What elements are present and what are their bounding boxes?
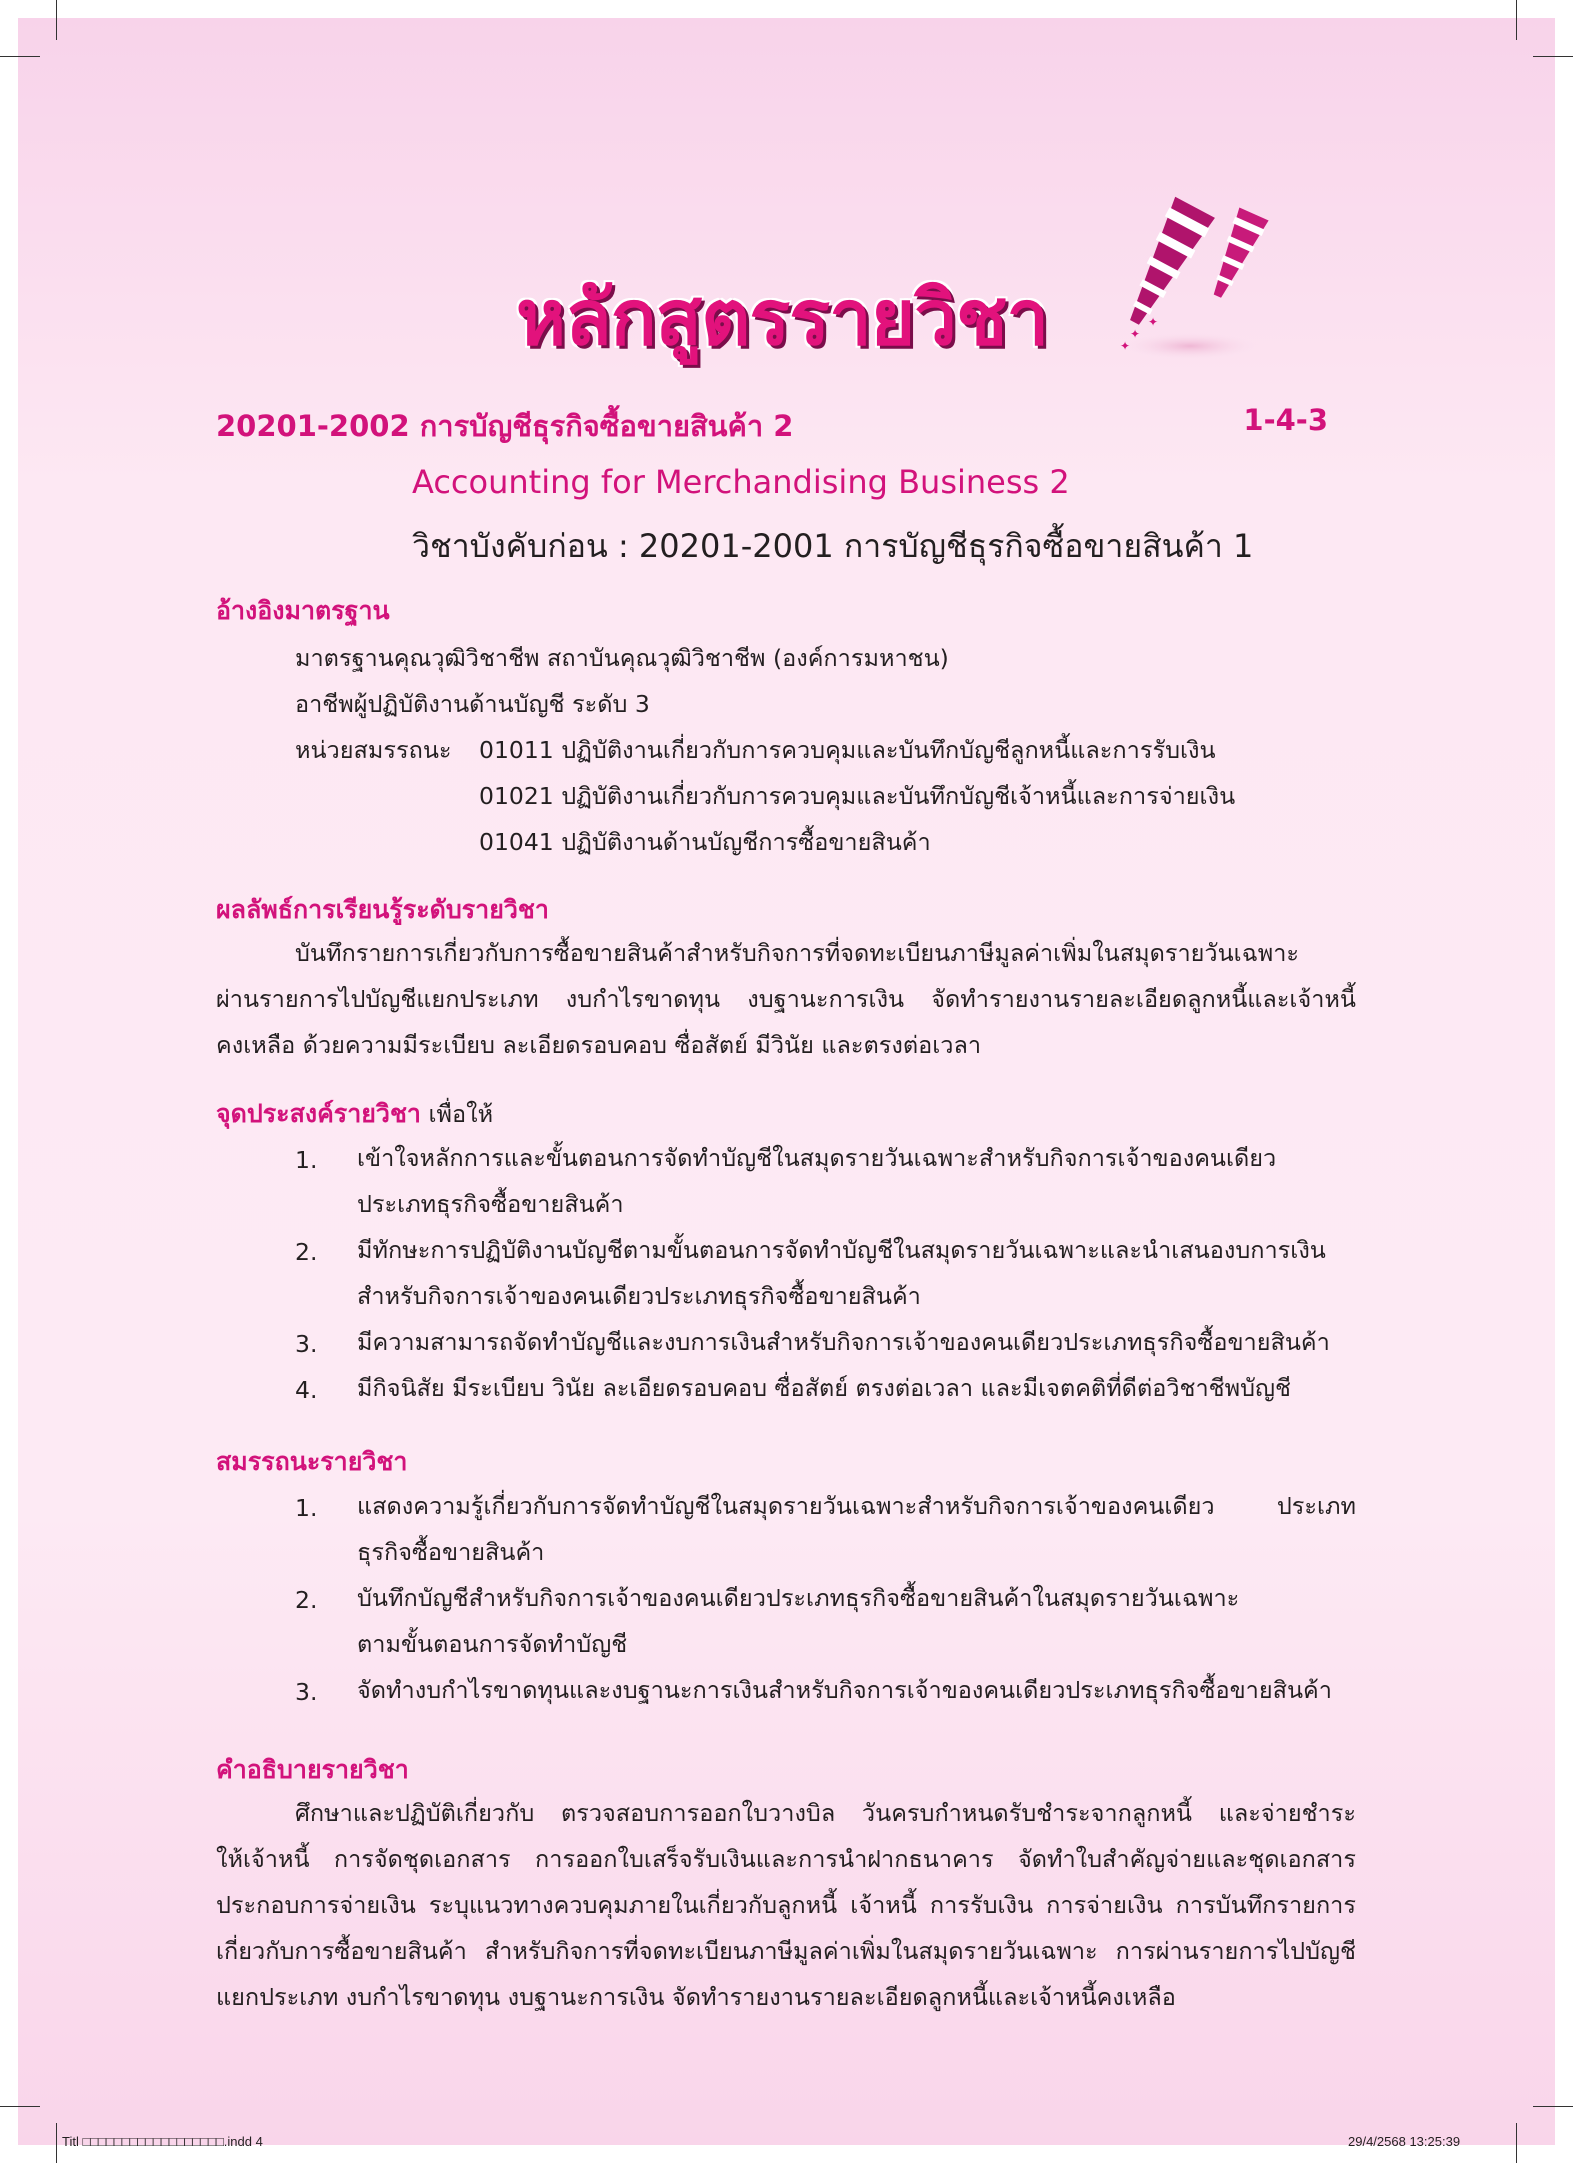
paragraph-line: ศึกษาและปฏิบัติเกี่ยวกับ ตรวจสอบการออกใบวางบิล วันครบกำหนดรับชำระจากลูกหนี้ และจ่ายชำระ	[295, 1799, 1356, 1827]
competency-unit-label: หน่วยสมรรถนะ	[295, 736, 452, 764]
course-credits: 1-4-3	[1243, 403, 1328, 437]
course-code-line	[216, 403, 1328, 449]
svg-text:✦: ✦	[1148, 315, 1159, 329]
list-number: 1.	[295, 1494, 318, 1522]
list-item-line: บันทึกบัญชีสำหรับกิจการเจ้าของคนเดียวประเภทธุรกิจซื้อขายสินค้าในสมุดรายวันเฉพาะ	[357, 1584, 1240, 1612]
svg-text:✦: ✦	[1130, 327, 1141, 341]
competency-unit: 01011 ปฏิบัติงานเกี่ยวกับการควบคุมและบันทึกบัญชีลูกหนี้และการรับเงิน	[479, 736, 1216, 764]
crop-mark	[1533, 2106, 1573, 2107]
section-heading-learning-outcomes: ผลลัพธ์การเรียนรู้ระดับรายวิชา	[216, 895, 549, 924]
crop-mark	[0, 2106, 40, 2107]
party-popper-icon	[1090, 178, 1290, 378]
list-item-line: มีความสามารถจัดทำบัญชีและงบการเงินสำหรับกิจการเจ้าของคนเดียวประเภทธุรกิจซื้อขายสินค้า	[357, 1328, 1330, 1356]
list-item-line: มีกิจนิสัย มีระเบียบ วินัย ละเอียดรอบคอบ ซื่อสัตย์ ตรงต่อเวลา และมีเจตคติที่ดีต่อวิชาชีพบัญชี	[357, 1374, 1291, 1402]
crop-mark	[56, 2123, 57, 2163]
objectives-heading-suffix: เพื่อให้	[428, 1100, 494, 1128]
list-item	[357, 1227, 1356, 1319]
competency-unit: 01021 ปฏิบัติงานเกี่ยวกับการควบคุมและบันทึกบัญชีเจ้าหนี้และการจ่ายเงิน	[479, 782, 1236, 810]
list-item-line: ประเภทธุรกิจซื้อขายสินค้า	[357, 1190, 624, 1218]
paragraph-line: คงเหลือ ด้วยความมีระเบียบ ละเอียดรอบคอบ ซื่อสัตย์ มีวินัย และตรงต่อเวลา	[216, 1031, 982, 1059]
section-heading-description: คำอธิบายรายวิชา	[216, 1755, 409, 1784]
crop-mark	[0, 56, 40, 57]
page-title: หลักสูตรรายวิชา	[516, 273, 1049, 362]
list-item	[357, 1319, 1356, 1365]
list-item-line: เข้าใจหลักการและขั้นตอนการจัดทำบัญชีในสมุดรายวันเฉพาะสำหรับกิจการเจ้าของคนเดียว	[357, 1144, 1277, 1172]
competency-unit: 01041 ปฏิบัติงานด้านบัญชีการซื้อขายสินค้า	[479, 828, 931, 856]
crop-mark	[1533, 56, 1573, 57]
list-item-line: ธุรกิจซื้อขายสินค้า	[357, 1538, 545, 1566]
crop-mark	[1516, 0, 1517, 40]
list-item	[357, 1365, 1356, 1411]
list-number: 4.	[295, 1376, 318, 1404]
objectives-heading: จุดประสงค์รายวิชา	[216, 1099, 421, 1128]
learning-outcomes-paragraph	[216, 930, 1356, 1068]
list-item	[357, 1575, 1356, 1667]
section-heading-reference: อ้างอิงมาตรฐาน	[216, 596, 390, 625]
crop-mark	[1516, 2123, 1517, 2163]
list-number: 3.	[295, 1330, 318, 1358]
list-item-line: ตามขั้นตอนการจัดทำบัญชี	[357, 1630, 628, 1658]
crop-mark	[56, 0, 57, 40]
list-item-line: จัดทำงบกำไรขาดทุนและงบฐานะการเงินสำหรับกิจการเจ้าของคนเดียวประเภทธุรกิจซื้อขายสินค้า	[357, 1676, 1332, 1704]
list-item	[357, 1667, 1356, 1713]
list-item-line: มีทักษะการปฏิบัติงานบัญชีตามขั้นตอนการจัดทำบัญชีในสมุดรายวันเฉพาะและนำเสนองบการเงิน	[357, 1236, 1326, 1264]
course-prerequisite: วิชาบังคับก่อน : 20201-2001 การบัญชีธุรกิจซื้อขายสินค้า 1	[412, 527, 1254, 565]
slug-timestamp: 29/4/2568 13:25:39	[1348, 2134, 1461, 2149]
paragraph-line: เกี่ยวกับการซื้อขายสินค้า สำหรับกิจการที่จดทะเบียนภาษีมูลค่าเพิ่มในสมุดรายวันเฉพาะ การผ่านรายการไปบัญชี	[216, 1937, 1356, 1965]
list-number: 1.	[295, 1146, 318, 1174]
description-paragraph	[216, 1790, 1356, 2020]
section-heading-objectives	[216, 1094, 493, 1134]
paragraph-line: ประกอบการจ่ายเงิน ระบุแนวทางควบคุมภายในเกี่ยวกับลูกหนี้ เจ้าหนี้ การรับเงิน การจ่ายเงิน การบันทึกรายการ	[216, 1891, 1356, 1919]
reference-line: มาตรฐานคุณวุฒิวิชาชีพ สถาบันคุณวุฒิวิชาชีพ (องค์การมหาชน)	[295, 644, 949, 672]
list-number: 3.	[295, 1678, 318, 1706]
course-english-title: Accounting for Merchandising Business 2	[412, 463, 1070, 501]
list-item-line: สำหรับกิจการเจ้าของคนเดียวประเภทธุรกิจซื้อขายสินค้า	[357, 1282, 921, 1310]
list-number: 2.	[295, 1586, 318, 1614]
list-item	[357, 1483, 1356, 1575]
paragraph-line: ให้เจ้าหนี้ การจัดชุดเอกสาร การออกใบเสร็จรับเงินและการนำฝากธนาคาร จัดทำใบสำคัญจ่ายและชุดเอกสาร	[216, 1845, 1356, 1873]
list-item	[357, 1135, 1356, 1227]
paragraph-line: บันทึกรายการเกี่ยวกับการซื้อขายสินค้าสำหรับกิจการที่จดทะเบียนภาษีมูลค่าเพิ่มในสมุดรายวันเฉพาะ	[295, 939, 1300, 967]
svg-text:✦: ✦	[1120, 339, 1131, 353]
paragraph-line: แยกประเภท งบกำไรขาดทุน งบฐานะการเงิน จัดทำรายงานรายละเอียดลูกหนี้และเจ้าหนี้คงเหลือ	[216, 1983, 1176, 2011]
reference-line: อาชีพผู้ปฏิบัติงานด้านบัญชี ระดับ 3	[295, 690, 650, 718]
paragraph-line: ผ่านรายการไปบัญชีแยกประเภท งบกำไรขาดทุน งบฐานะการเงิน จัดทำรายงานรายละเอียดลูกหนี้และเจ้าหนี้	[216, 985, 1356, 1013]
list-number: 2.	[295, 1238, 318, 1266]
course-code-title: 20201-2002 การบัญชีธุรกิจซื้อขายสินค้า 2	[216, 409, 794, 443]
section-heading-competencies: สมรรถนะรายวิชา	[216, 1447, 408, 1476]
slug-filename: Titl □□□□□□□□□□□□□□□□□□.indd 4	[62, 2134, 263, 2149]
list-item-line: แสดงความรู้เกี่ยวกับการจัดทำบัญชีในสมุดรายวันเฉพาะสำหรับกิจการเจ้าของคนเดียว ประเภท	[357, 1492, 1356, 1520]
